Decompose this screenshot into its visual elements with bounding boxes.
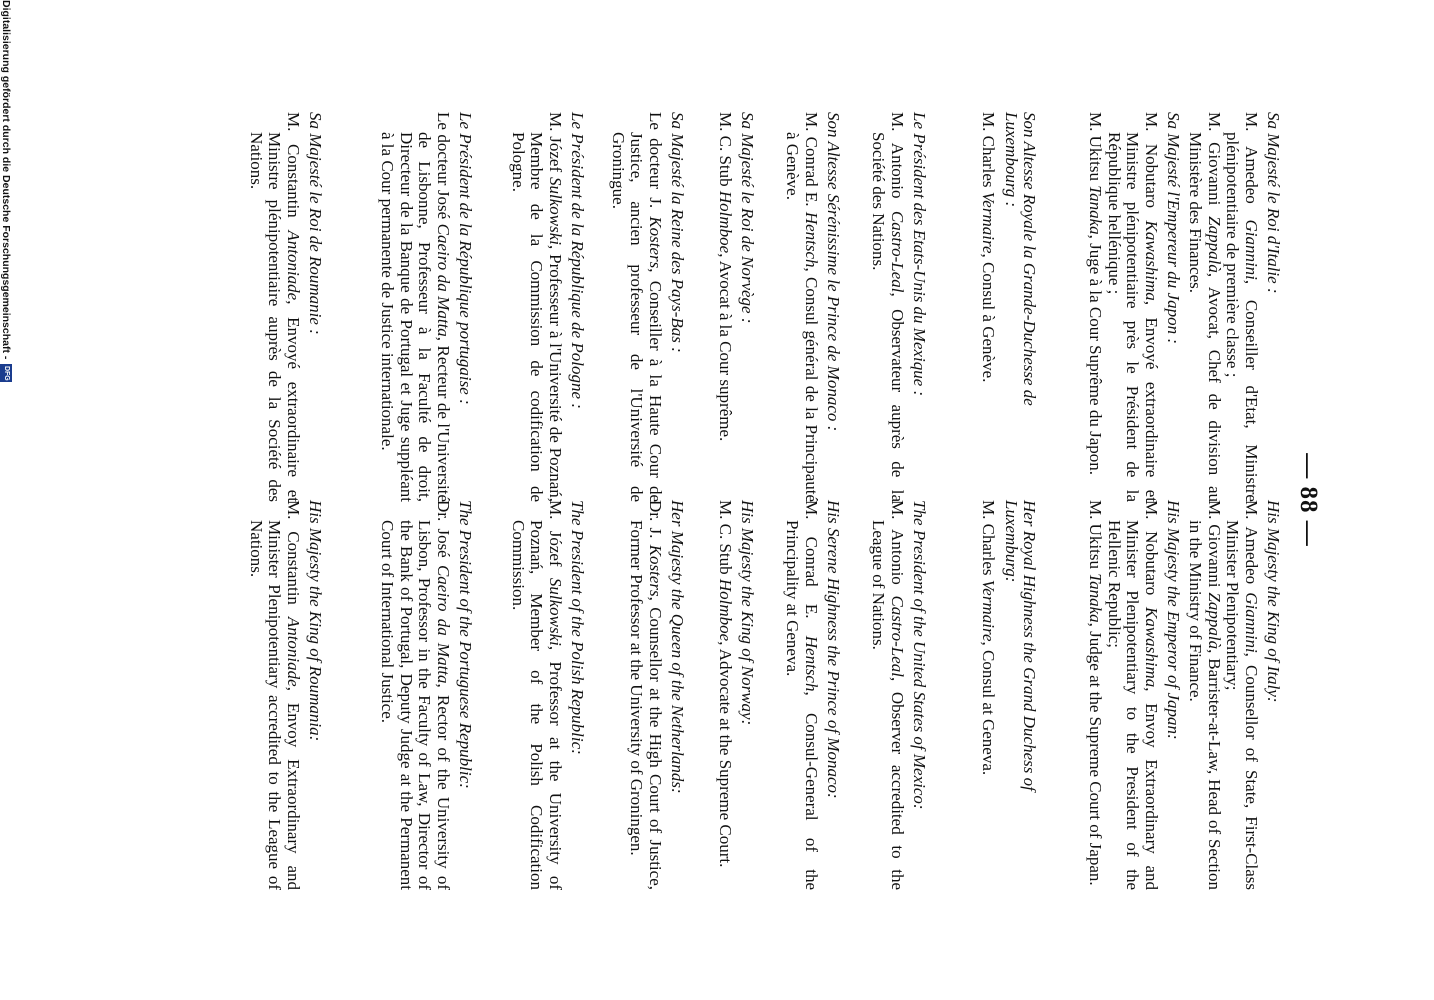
delegate-text: M. Constantin [283, 112, 303, 231]
heading-line: Sa Majesté le Roi de Roumanie : [306, 112, 325, 335]
english-entry [869, 500, 928, 890]
heading-line: Sa Majesté la Reine des Pays-Bas : [668, 112, 687, 353]
delegate-paragraph [378, 500, 452, 890]
delegate-text: Dr. J. [645, 500, 665, 545]
heading-line: The President of the Portuguese Republic: [456, 500, 475, 789]
delegate-text: M. Giovanni [1204, 500, 1224, 593]
heading-line: The President of the United States of Mexico: [910, 500, 929, 810]
dfg-logo: DFG [0, 364, 12, 382]
delegate-text: M. Józef [545, 112, 565, 178]
footer-text: Digitalisierung gefördert durch die Deutsche Forschungsgemeinschaft [0, 0, 12, 353]
delegate-paragraph [1086, 112, 1104, 502]
delegate-text: M. Giovanni [1204, 112, 1224, 217]
english-entry [783, 500, 842, 890]
delegate-surname: Vermaire [979, 579, 999, 642]
delegate-text: , Recteur de l'Université de Lisbonne, Professeur à la Faculté de droit, Directeur de la Banque de Portugal et Juge suppléant à la Cour permanente de Justice internationale. [378, 132, 453, 502]
delegate-text: M. Nobutaro [1141, 500, 1161, 607]
sovereign-heading [1264, 112, 1282, 502]
heading-line: Sa Majesté le Roi d'Italie : [1264, 112, 1283, 294]
delegate-surname: Zappalà [1204, 592, 1224, 650]
delegate-paragraph [979, 112, 997, 502]
delegate-paragraph [1104, 112, 1159, 502]
delegate-paragraph [715, 500, 733, 890]
sovereign-heading [306, 500, 324, 890]
english-entry [627, 500, 686, 890]
sovereign-heading [910, 112, 928, 502]
delegate-text: M. Charles [979, 112, 999, 192]
delegate-text: M. Ukitsu [1086, 500, 1106, 574]
heading-line: Le Président des Etats-Unis du Mexique : [910, 112, 929, 397]
delegate-paragraph [1223, 112, 1260, 502]
delegate-surname: Castro-Leal [887, 595, 907, 677]
delegate-paragraph [783, 500, 820, 890]
heading-line: Sa Majesté l'Empereur du Japon : [1164, 112, 1183, 344]
delegate-text: M. Antonio [887, 112, 907, 211]
delegate-text: , Barrister-at-Law, Head of Section in the Ministry of Finance. [1186, 520, 1224, 890]
delegate-surname: Antoniade [283, 616, 303, 687]
heading-line: Son Altesse Royale la Grande-Duchesse de [1020, 112, 1039, 406]
delegate-text: , Counsellor of State, First-Class Minister Plenipotentiary; [1223, 520, 1261, 890]
sovereign-heading [668, 500, 686, 890]
delegate-surname: Tanaka [1086, 185, 1106, 235]
heading-line: His Majesty the King of Norway: [738, 500, 757, 726]
sovereign-heading [1164, 112, 1182, 502]
delegate-text: , Avocat à la Cour suprême. [715, 253, 735, 442]
delegate-text: , Judge at the Supreme Court of Japan. [1086, 622, 1106, 886]
heading-line: His Majesty the King of Italy: [1264, 500, 1283, 703]
delegate-text: , Juge à la Cour Suprême du Japon. [1086, 234, 1106, 475]
delegate-text: , Professeur à l'Université de Poznań, Membre de la Commission de codification de Pologne. [508, 132, 565, 503]
delegate-surname: Giannini [1241, 592, 1261, 653]
delegate-text: M. Amedeo [1241, 500, 1261, 593]
french-entry [246, 112, 324, 502]
delegate-text: , Conseiller à la Haute Cour de Justice, ancien professeur de l'Université de Groningue. [608, 132, 665, 502]
english-entry [979, 500, 1038, 890]
heading-line: His Majesty the Emperor of Japan: [1164, 500, 1183, 740]
delegate-surname: Sulkowski [545, 177, 565, 246]
sovereign-heading [306, 112, 324, 502]
delegate-surname: Hentsch [801, 211, 821, 268]
delegate-surname: Kosters [645, 544, 665, 597]
delegate-paragraph [869, 112, 906, 502]
delegate-text: M. Constantin [283, 500, 303, 617]
delegate-text: M. Amedeo [1241, 112, 1261, 220]
sovereign-heading [910, 500, 928, 890]
delegate-text: M. Nobutaro [1141, 112, 1161, 221]
delegate-surname: Holmboe [715, 578, 735, 642]
delegate-surname: Tanaka [1086, 573, 1106, 623]
english-entry [378, 500, 474, 890]
heading-line: Her Majesty the Queen of the Netherlands: [668, 500, 687, 794]
delegate-text: Dr. José [433, 500, 453, 565]
sovereign-heading [1001, 112, 1038, 502]
sovereign-heading [456, 112, 474, 502]
delegate-paragraph [1186, 500, 1223, 890]
delegate-surname: Antoniade [283, 230, 303, 301]
french-entry [869, 112, 928, 502]
delegate-text: , Professor at the University of Poznań, Member of the Polish Codification Commission. [508, 520, 565, 891]
delegate-text: , Envoy Extraordinary and Minister Plenipotentiary accredited to the League of Nations. [246, 520, 303, 890]
english-entry [715, 500, 756, 890]
delegate-paragraph [715, 112, 733, 502]
delegate-surname: Caeiro da Matta [433, 564, 453, 684]
delegate-text: M. Antonio [887, 500, 907, 596]
delegate-text: , Consul at Geneva. [979, 641, 999, 776]
french-entry [783, 112, 842, 502]
delegate-text: , Advocate at the Supreme Court. [715, 641, 735, 868]
delegate-text: M. C. Stub [715, 500, 735, 579]
sovereign-heading [456, 500, 474, 890]
heading-line: Son Altesse Sérénissime le Prince de Monaco : [824, 112, 843, 432]
delegate-paragraph [979, 500, 997, 890]
sovereign-heading [738, 112, 756, 502]
heading-line: Sa Majesté le Roi de Norvège : [738, 112, 757, 324]
delegate-surname: Zappalà [1204, 216, 1224, 273]
delegate-surname: Kawashima [1141, 607, 1161, 688]
sovereign-heading [824, 112, 842, 502]
english-entry [508, 500, 586, 890]
delegate-text: Le docteur J. [645, 112, 665, 217]
delegate-paragraph [1104, 500, 1159, 890]
delegate-paragraph [508, 112, 563, 502]
delegate-paragraph [246, 500, 301, 890]
french-entry [715, 112, 756, 502]
delegate-surname: Holmboe [715, 190, 735, 254]
delegate-surname: Kawashima [1141, 220, 1161, 301]
delegate-paragraph [1086, 500, 1104, 890]
sovereign-heading [568, 500, 586, 890]
delegate-text: , Rector of the University of Lisbon, Professor in the Faculty of Law, Director of the Bank of Portugal, Deputy Judge at the Permanent Court of International Justice. [378, 520, 453, 890]
delegate-paragraph [1186, 112, 1223, 502]
sovereign-heading [568, 112, 586, 502]
delegate-surname: Vermaire [979, 191, 999, 254]
heading-line: Luxemburg: [1001, 500, 1021, 583]
delegate-text: M. Józef [545, 500, 565, 578]
heading-line: Le Président de la République portugaise : [456, 112, 475, 405]
heading-line: Luxembourg : [1001, 112, 1021, 208]
delegate-text: , Observer accredited to the League of Nations. [869, 520, 907, 890]
heading-line: Her Royal Highness the Grand Duchess of [1020, 500, 1039, 791]
delegate-text: M. Charles [979, 500, 999, 580]
delegate-text: , Counsellor at the High Court of Justice, Former Professor at the University of Groningen. [627, 520, 665, 890]
french-entry [608, 112, 686, 502]
sovereign-heading [1264, 500, 1282, 890]
sovereign-heading [824, 500, 842, 890]
delegate-text: M. Ukitsu [1086, 112, 1106, 186]
delegate-text: , Consul à Genève. [979, 253, 999, 383]
sovereign-heading [738, 500, 756, 890]
english-entry [1186, 500, 1282, 890]
delegate-surname: Sulkowski [545, 577, 565, 646]
delegate-text: M. Conrad E. [801, 500, 821, 636]
delegate-surname: Castro-Leal [887, 210, 907, 293]
sovereign-heading [668, 112, 686, 502]
sovereign-heading [1001, 500, 1038, 890]
english-entry [246, 500, 324, 890]
delegate-text: , Envoy Extraordinary and Minister Plenipotentiary to the President of the Hellenic Republic; [1104, 520, 1161, 891]
delegate-paragraph [378, 112, 452, 502]
delegate-paragraph [783, 112, 820, 502]
delegate-paragraph [627, 500, 664, 890]
delegate-text: M. C. Stub [715, 112, 735, 191]
delegate-paragraph [508, 500, 563, 890]
heading-line: The President of the Polish Republic: [568, 500, 587, 755]
delegate-text: , Consul général de la Principauté à Genève. [783, 132, 821, 503]
french-entry [378, 112, 474, 502]
delegate-text: Le docteur José [433, 112, 453, 224]
delegate-text: , Conseiller d'Etat, Ministre plénipotentiaire de première classe ; [1223, 132, 1261, 502]
french-entry [1086, 112, 1182, 502]
french-entry [1186, 112, 1282, 502]
delegate-text: , Avocat, Chef de division au Ministère des Finances. [1186, 132, 1224, 502]
funding-footer: Digitalisierung gefördert durch die Deutsche Forschungsgemeinschaft - DFG [0, 0, 12, 381]
heading-line: Le Président de la République de Pologne : [568, 112, 587, 409]
delegate-paragraph [246, 112, 301, 502]
heading-line: His Serene Highness the Prince of Monaco: [824, 500, 843, 799]
french-entry [508, 112, 586, 502]
delegate-text: , Envoyé extraordinaire et Ministre plénipotentiaire près le Président de la République hellénique ; [1104, 132, 1161, 502]
delegate-surname: Hentsch [801, 635, 821, 692]
delegate-text: , Observateur auprès de la Société des Nations. [869, 132, 907, 502]
delegate-text: , Consul-General of the Principality at Geneva. [783, 520, 821, 890]
delegate-paragraph [869, 500, 906, 890]
delegate-surname: Caeiro da Matta [433, 223, 453, 337]
delegate-surname: Kosters [645, 216, 665, 269]
delegate-paragraph [608, 112, 663, 502]
delegate-text: M. Conrad E. [801, 112, 821, 212]
page-number: — 88 — [1295, 453, 1322, 547]
french-entry [979, 112, 1038, 502]
delegate-surname: Giannini [1241, 219, 1261, 280]
english-entry [1086, 500, 1182, 890]
delegate-text: , Envoyé extraordinaire et Ministre plénipotentiaire auprès de la Société des Nations. [246, 132, 303, 502]
sovereign-heading [1164, 500, 1182, 890]
heading-line: His Majesty the King of Roumania: [306, 500, 325, 742]
delegate-paragraph [1223, 500, 1260, 890]
